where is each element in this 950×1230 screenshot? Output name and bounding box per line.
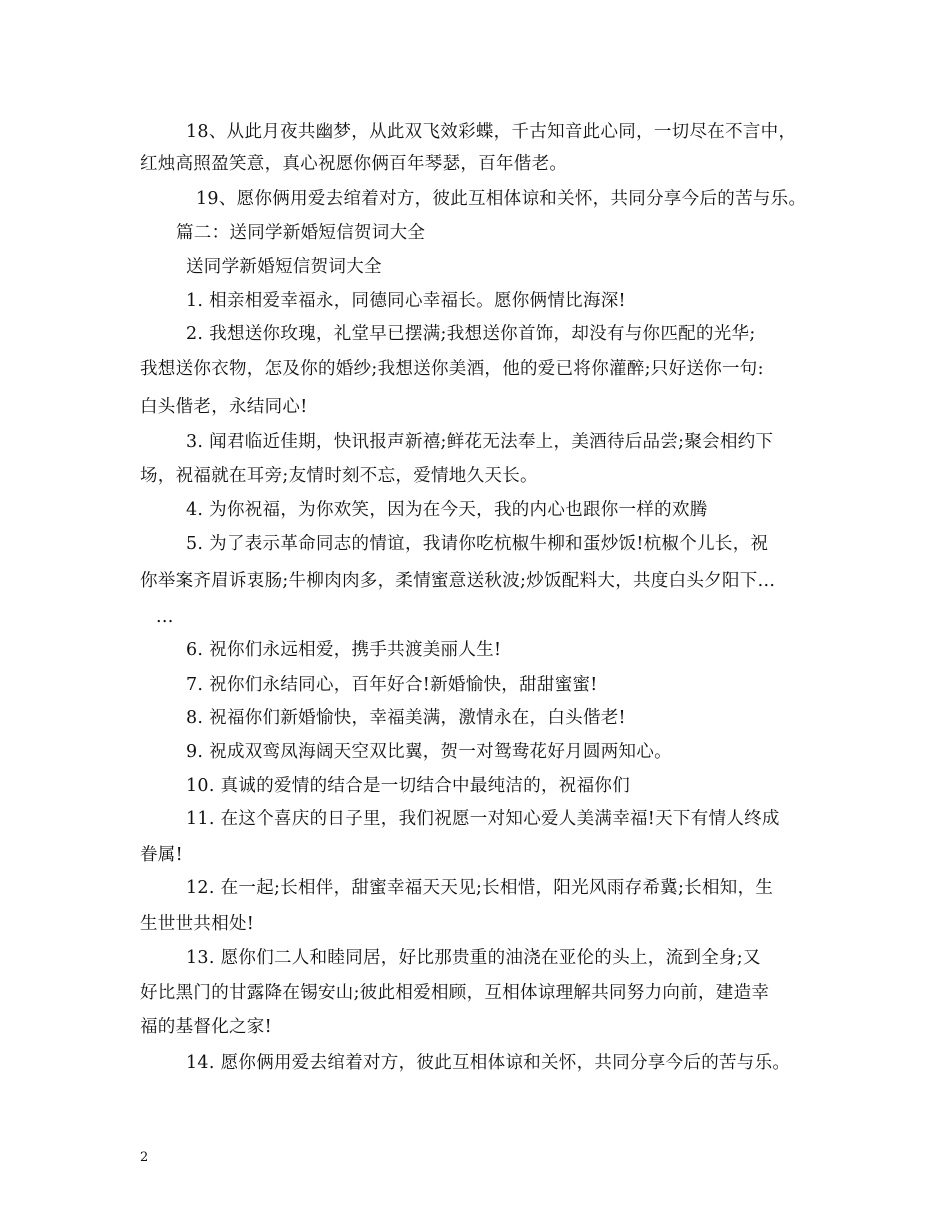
text-line: 14. 愿你俩用爱去绾着对方，彼此互相体谅和关怀，共同分享今后的苦与乐。 [186,1053,791,1073]
text-line: 11. 在这个喜庆的日子里，我们祝愿一对知心爱人美满幸福!天下有情人终成 [186,809,780,829]
text-line: 7. 祝你们永结同心，百年好合!新婚愉快，甜甜蜜蜜! [186,675,598,695]
text-line: 8. 祝福你们新婚愉快，幸福美满，激情永在，白头偕老! [186,708,626,728]
text-line: 红烛高照盈笑意，真心祝愿你俩百年琴瑟，百年偕老。 [140,154,568,174]
text-line: 福的基督化之家! [140,1017,272,1037]
text-line: 3. 闻君临近佳期，快讯报声新禧;鲜花无法奉上，美酒待后品尝;聚会相约下 [186,432,774,452]
text-line: 6. 祝你们永远相爱，携手共渡美丽人生! [186,640,502,660]
text-line: 眷属! [140,845,183,865]
page-number: 2 [140,1150,149,1165]
text-line: 你举案齐眉诉衷肠;牛柳肉肉多，柔情蜜意送秋波;炒饭配料大，共度白头夕阳下... [140,571,776,591]
text-line: 生世世共相处! [140,914,255,934]
text-line: 4. 为你祝福，为你欢笑，因为在今天，我的内心也跟你一样的欢腾 [186,500,708,520]
text-line: 好比黑门的甘露降在锡安山;彼此相爱相顾，互相体谅理解共同努力向前，建造幸 [140,983,770,1003]
text-line: 白头偕老，永结同心! [140,397,308,417]
text-line: 1. 相亲相爱幸福永，同德同心幸福长。愿你俩情比海深! [186,291,626,311]
text-line: 10. 真诚的爱情的结合是一切结合中最纯洁的，祝福你们 [186,776,630,796]
text-line: 18、从此月夜共幽梦，从此双飞效彩蝶，千古知音此心同，一切尽在不言中， [186,122,797,142]
subheading: 送同学新婚短信贺词大全 [186,257,382,277]
text-line: 9. 祝成双鸾凤海阔天空双比翼，贺一对鸳鸯花好月圆两知心。 [186,742,672,762]
text-line: 2. 我想送你玫瑰，礼堂早已摆满;我想送你首饰，却没有与你匹配的光华; [186,324,756,344]
text-line: 12. 在一起;长相伴，甜蜜幸福天天见;长相惜，阳光风雨存希冀;长相知，生 [186,878,774,898]
text-line: ... [156,607,174,627]
text-line: 13. 愿你们二人和睦同居，好比那贵重的油浇在亚伦的头上，流到全身;又 [186,948,761,968]
text-line: 场，祝福就在耳旁;友情时刻不忘，爱情地久天长。 [140,466,538,486]
section-heading: 篇二：送同学新婚短信贺词大全 [176,223,426,243]
text-line: 19、愿你俩用爱去绾着对方，彼此互相体谅和关怀，共同分享今后的苦与乐。 [196,189,807,209]
text-line: 我想送你衣物，怎及你的婚纱;我想送你美酒，他的爱已将你灌醉;只好送你一句: [140,359,764,379]
text-line: 5. 为了表示革命同志的情谊，我请你吃杭椒牛柳和蛋炒饭!杭椒个儿长，祝 [186,534,769,554]
